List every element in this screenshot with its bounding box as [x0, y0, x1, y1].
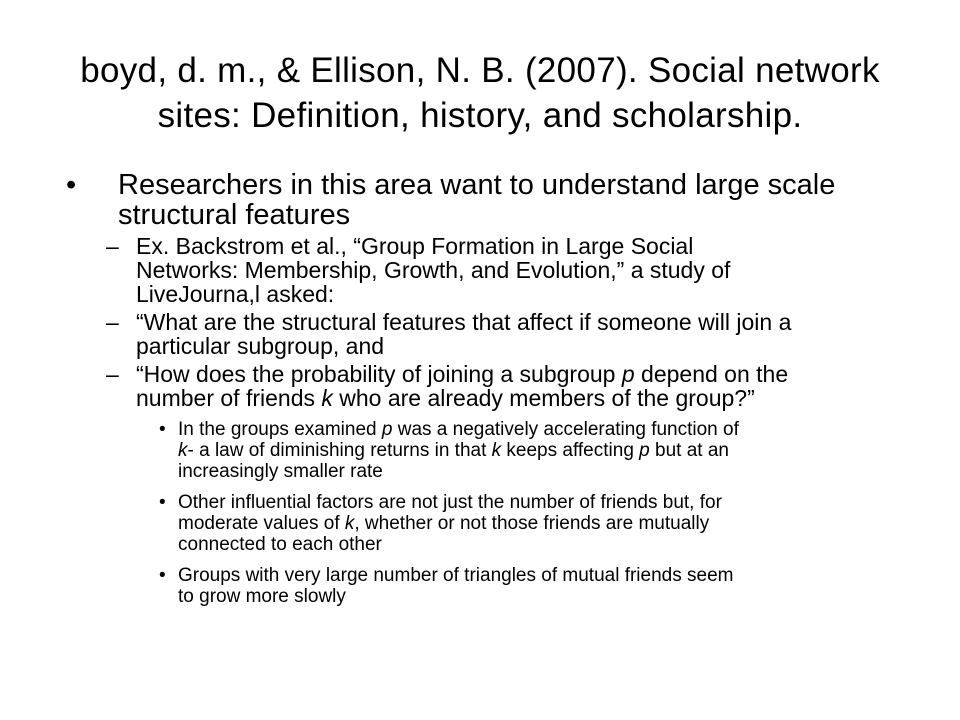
- main-point-line-1: Researchers in this area want to understand large scale: [118, 169, 836, 201]
- dash-icon: –: [106, 233, 119, 259]
- text-segment: moderate values of: [178, 513, 345, 534]
- variable-p: p: [639, 440, 650, 461]
- detail-line: [178, 419, 906, 440]
- sub-point-question-2: [66, 362, 906, 410]
- sub-point-line: particular subgroup, and: [136, 333, 385, 359]
- detail-line: [178, 513, 906, 534]
- text-segment: - a law of diminishing returns in that: [187, 440, 492, 461]
- sub-point-backstrom: [66, 234, 906, 306]
- bullet-icon: •: [159, 419, 166, 440]
- detail-line: connected to each other: [178, 534, 382, 555]
- detail-point-diminishing-returns: [66, 419, 906, 482]
- sub-point-line: LiveJourna,l asked:: [136, 281, 335, 307]
- text-segment: who are already members of the group?”: [332, 385, 755, 411]
- detail-point-influential-factors: [66, 492, 906, 555]
- sub-point-line: Ex. Backstrom et al., “Group Formation in Large Social: [136, 233, 694, 259]
- title-line-2: sites: Definition, history, and scholarship.: [157, 96, 803, 135]
- text-segment: , whether or not those friends are mutually: [354, 513, 710, 534]
- title-line-1: boyd, d. m., & Ellison, N. B. (2007). Social network: [80, 51, 880, 90]
- text-segment: number of friends: [136, 385, 322, 411]
- text-segment: In the groups examined: [178, 419, 382, 440]
- text-segment: but at an: [649, 440, 729, 461]
- detail-line: Other influential factors are not just the number of friends but, for: [178, 492, 722, 513]
- sub-point-line: “What are the structural features that affect if someone will join a: [136, 309, 792, 335]
- text-segment: depend on the: [634, 361, 789, 387]
- sub-point-line: [136, 362, 906, 386]
- slide-body: [66, 170, 906, 607]
- text-segment: was a negatively accelerating function of: [392, 419, 739, 440]
- dash-icon: –: [106, 361, 119, 387]
- detail-line: Groups with very large number of triangles of mutual friends seem: [178, 565, 734, 586]
- variable-k: k: [491, 440, 502, 461]
- variable-k: k: [321, 385, 333, 411]
- variable-p: p: [381, 419, 393, 440]
- variable-k: k: [178, 440, 188, 461]
- variable-p: p: [621, 361, 635, 387]
- main-point-line-2: structural features: [118, 199, 351, 231]
- text-segment: keeps affecting: [501, 440, 640, 461]
- bullet-icon: •: [159, 492, 166, 513]
- sub-point-line: Networks: Membership, Growth, and Evolution,” a study of: [136, 257, 731, 283]
- detail-line: to grow more slowly: [178, 586, 346, 607]
- slide-title: [40, 48, 920, 138]
- sub-point-question-1: [66, 310, 906, 358]
- detail-point-triangles: [66, 565, 906, 607]
- main-bullet-point: [66, 170, 906, 230]
- bullet-icon: •: [159, 565, 166, 586]
- bullet-icon: •: [66, 169, 77, 201]
- detail-line: [178, 440, 906, 461]
- sub-point-line: [136, 386, 906, 410]
- text-segment: “How does the probability of joining a subgroup: [136, 361, 622, 387]
- variable-k: k: [344, 513, 355, 534]
- dash-icon: –: [106, 309, 119, 335]
- detail-line: increasingly smaller rate: [178, 461, 383, 482]
